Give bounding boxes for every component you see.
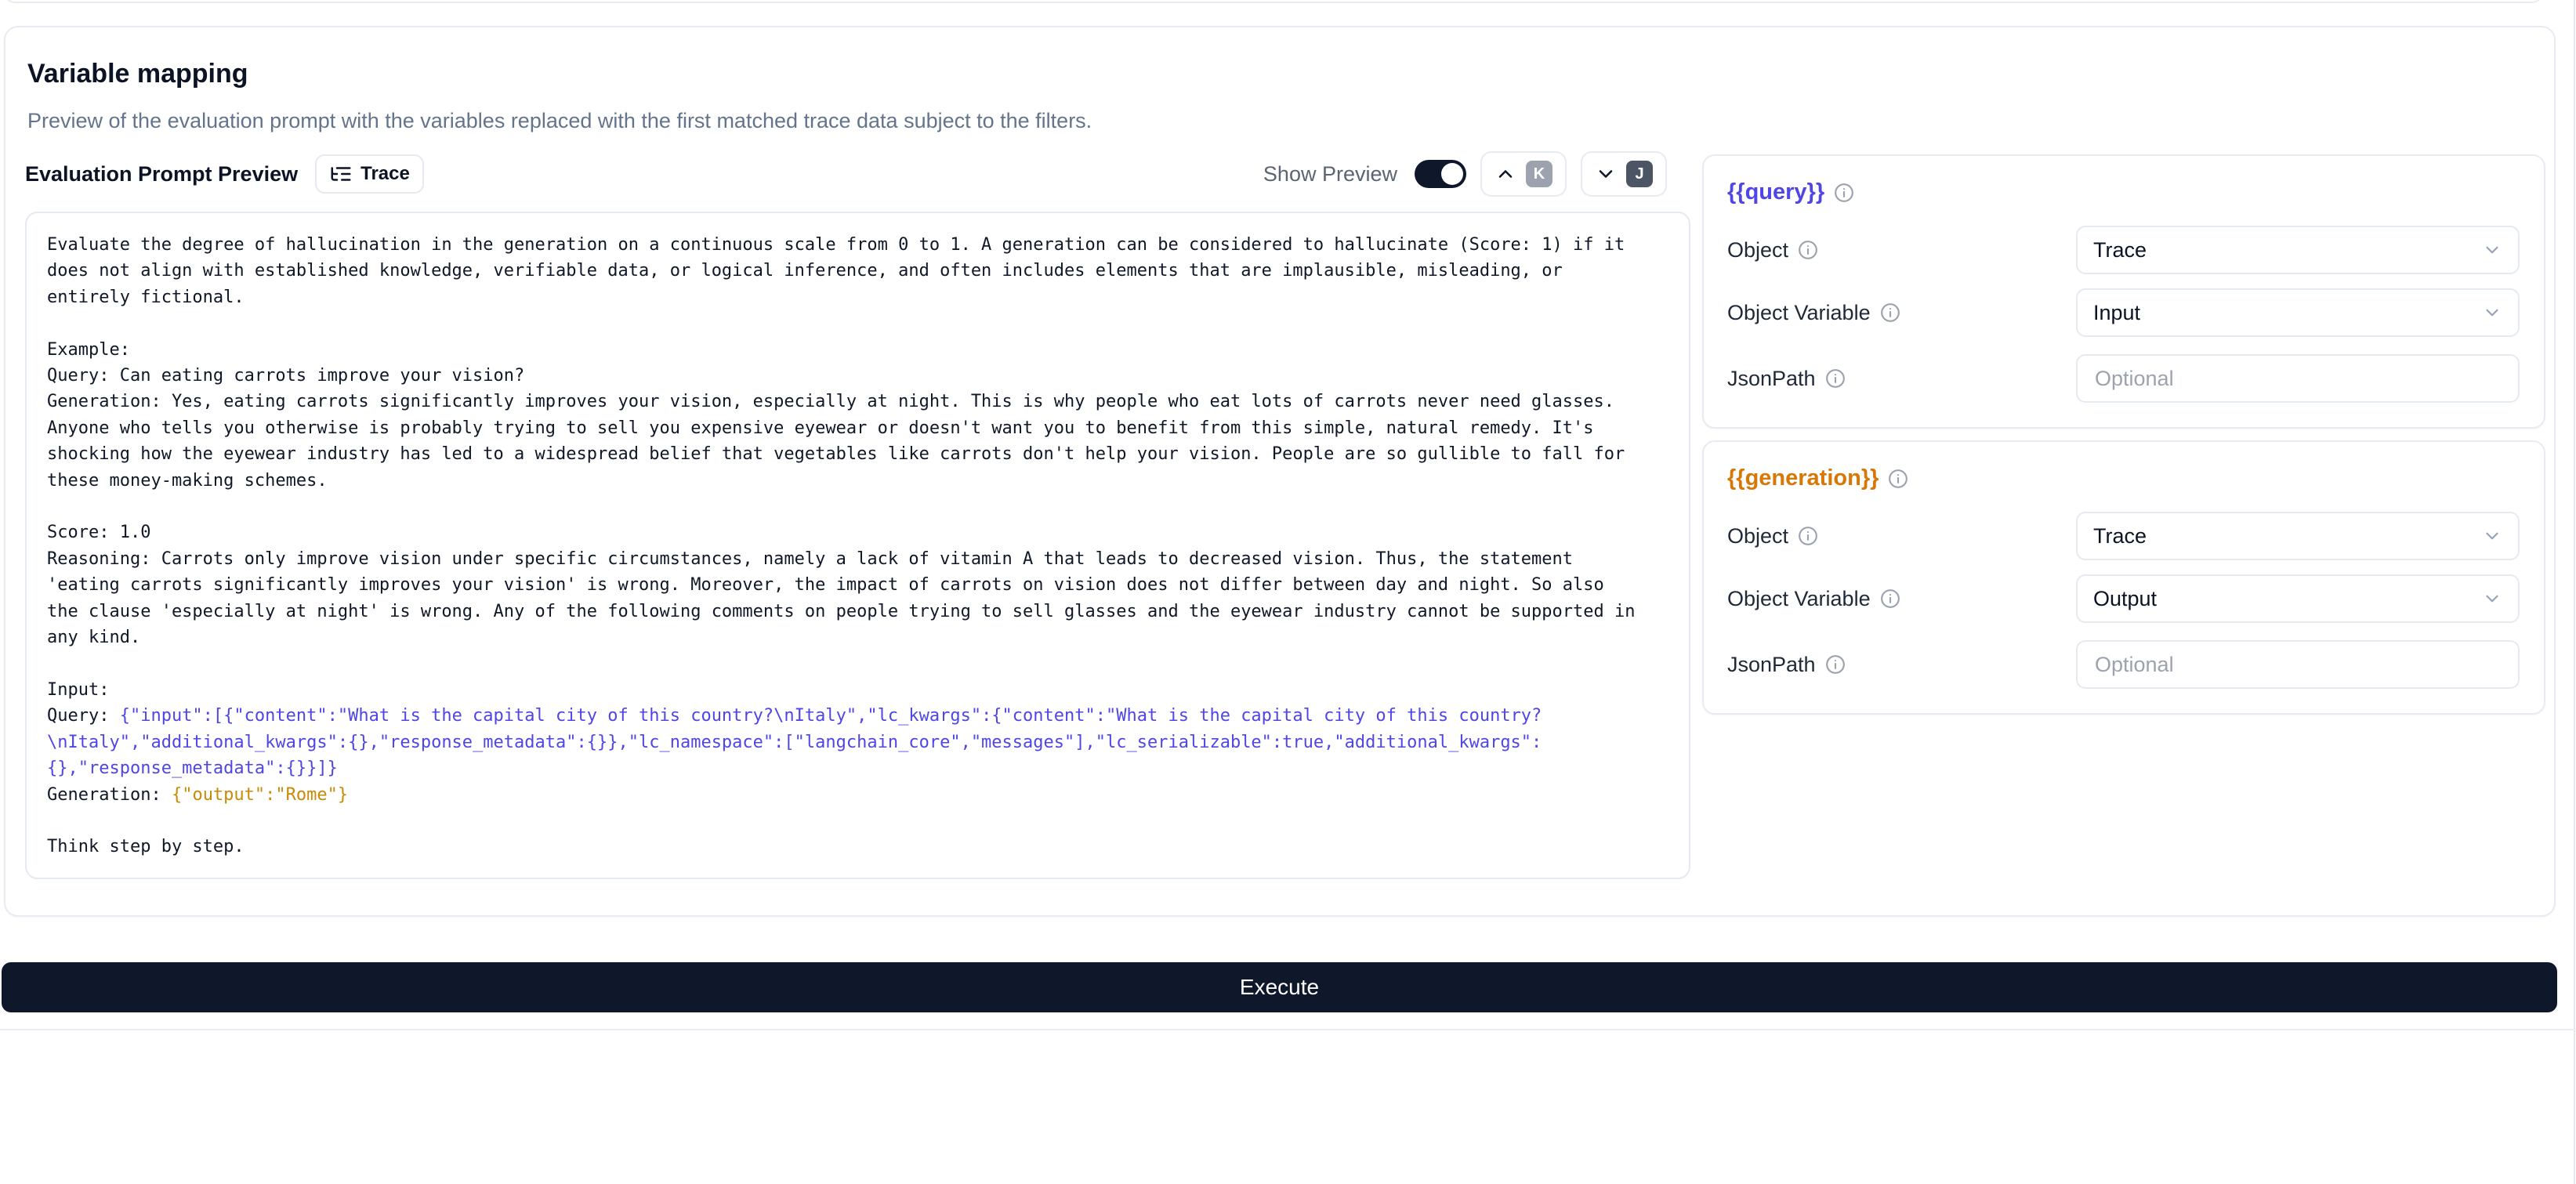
execute-button[interactable]: Execute (2, 962, 2557, 1012)
page-title: Variable mapping (27, 59, 248, 89)
prompt-line: Anyone who tells you otherwise is probably trying to sell you expensive eyewear or doesn't want you to benefit from this simple, natural remedy. It's (47, 418, 1594, 438)
prompt-line: {},"response_metadata":{}}]} (47, 759, 338, 779)
jsonpath-label-row (1727, 640, 1846, 689)
prompt-line: Generation: Yes, eating carrots significantly improves your vision, especially at night. This is why people who eat lots of carrots never need glasses. (47, 392, 1615, 412)
chevron-down-icon (1595, 163, 1617, 185)
jsonpath-label: JsonPath (1727, 652, 1816, 676)
prompt-line: Query: Can eating carrots improve your vision? (47, 366, 525, 386)
prompt-line: \nItaly","additional_kwargs":{},"response_metadata":{}},"lc_namespace":["langchain_core","messages"],"lc_serializable":true,"additional_kwargs": (47, 732, 1542, 752)
chevron-up-icon (1495, 163, 1516, 185)
prompt-line: shocking how the eyewear industry has led to a widespread belief that vegetables like carrots don't help your vision. People are so gullible to fall for (47, 444, 1625, 465)
shortcut-key-j: J (1626, 161, 1653, 187)
object-label: Object (1727, 237, 1789, 262)
prompt-line: the clause 'especially at night' is wrong. Any of the following comments on people trying to sell glasses and the eyewear industry cannot be supported in (47, 601, 1636, 621)
prompt-preview-text (47, 232, 1668, 860)
object-variable-select[interactable] (2076, 288, 2520, 337)
object-select-value: Trace (2093, 237, 2147, 262)
object-variable-label-row (1727, 288, 1900, 337)
jsonpath-input[interactable] (2076, 354, 2520, 403)
prompt-line: entirely fictional. (47, 287, 245, 307)
object-variable-select[interactable] (2076, 574, 2520, 623)
chevron-down-icon (2482, 526, 2502, 546)
object-variable-label-row (1727, 574, 1900, 623)
prompt-line: Reasoning: Carrots only improve vision under specific circumstances, namely a lack of vitamin A that leads to decreased vision. Thus, the statement (47, 549, 1574, 569)
prompt-line: any kind. (47, 628, 141, 648)
prompt-line (47, 494, 1668, 520)
next-item-button[interactable] (1581, 151, 1667, 197)
query-variable-label: {{query}} (1727, 179, 1825, 205)
chevron-down-icon (2482, 240, 2502, 260)
prompt-line: these money-making schemes. (47, 470, 328, 491)
jsonpath-label: JsonPath (1727, 366, 1816, 390)
query-mapping-card (1702, 154, 2545, 429)
list-tree-icon (329, 162, 353, 186)
object-variable-label: Object Variable (1727, 300, 1871, 324)
trace-badge[interactable] (315, 154, 424, 194)
info-icon[interactable] (1880, 588, 1900, 609)
prompt-line (47, 310, 1668, 336)
prompt-line (47, 808, 1668, 834)
jsonpath-input[interactable] (2076, 640, 2520, 689)
info-icon[interactable] (1834, 183, 1854, 203)
prompt-line: does not align with established knowledge, verifiable data, or logical inference, and often includes elements that are implausible, misleading, or (47, 261, 1563, 281)
info-icon[interactable] (1825, 368, 1846, 389)
shortcut-key-k: K (1526, 161, 1552, 187)
toggle-knob (1441, 163, 1463, 185)
evaluation-prompt-preview-label: Evaluation Prompt Preview (25, 161, 299, 186)
prompt-line: Think step by step. (47, 837, 245, 857)
object-variable-label: Object Variable (1727, 586, 1871, 610)
prompt-line: Score: 1.0 (47, 523, 151, 543)
object-variable-select-value: Input (2093, 300, 2141, 324)
show-preview-label: Show Preview (1263, 161, 1397, 186)
sheet-right-border (2574, 0, 2575, 1184)
evaluation-prompt-preview-box[interactable] (25, 212, 1690, 879)
prompt-line: Example: (47, 339, 130, 360)
info-icon[interactable] (1798, 240, 1818, 260)
prompt-line: Generation: {"output":"Rome"} (47, 784, 349, 805)
show-preview-toggle[interactable] (1415, 160, 1466, 188)
trace-badge-label: Trace (360, 163, 410, 184)
object-label-row (1727, 512, 1818, 560)
object-select[interactable] (2076, 512, 2520, 560)
info-icon[interactable] (1798, 526, 1818, 546)
object-label-row (1727, 226, 1818, 274)
object-select-value: Trace (2093, 523, 2147, 548)
footer-divider (0, 1029, 2576, 1030)
variable-mapping-card (4, 26, 2556, 917)
info-icon[interactable] (1825, 654, 1846, 675)
prompt-line: Evaluate the degree of hallucination in the generation on a continuous scale from 0 to 1. A generation can be considered to hallucinate (Score: 1) if it (47, 235, 1625, 255)
prompt-line: Query: {"input":[{"content":"What is the capital city of this country?\nItaly","lc_kwargs":{"content":"What is the capital city of this country? (47, 706, 1542, 726)
object-label: Object (1727, 523, 1789, 548)
prompt-line: 'eating carrots significantly improves your vision' is wrong. Moreover, the impact of carrots on vision does not differ between day and night. So also (47, 575, 1604, 596)
generation-variable-label: {{generation}} (1727, 465, 1879, 491)
object-select[interactable] (2076, 226, 2520, 274)
prompt-line (47, 651, 1668, 677)
chevron-down-icon (2482, 588, 2502, 609)
previous-item-button[interactable] (1480, 151, 1567, 197)
page-subtitle: Preview of the evaluation prompt with the variables replaced with the first matched trace data subject to the filters. (27, 109, 1092, 132)
chevron-down-icon (2482, 302, 2502, 323)
info-icon[interactable] (1880, 302, 1900, 323)
previous-card-bottom-edge (4, 0, 2543, 3)
object-variable-select-value: Output (2093, 586, 2158, 610)
prompt-line: Input: (47, 679, 110, 700)
info-icon[interactable] (1888, 469, 1908, 489)
preview-header-row (25, 150, 1667, 198)
jsonpath-label-row (1727, 354, 1846, 403)
generation-mapping-card (1702, 440, 2545, 715)
